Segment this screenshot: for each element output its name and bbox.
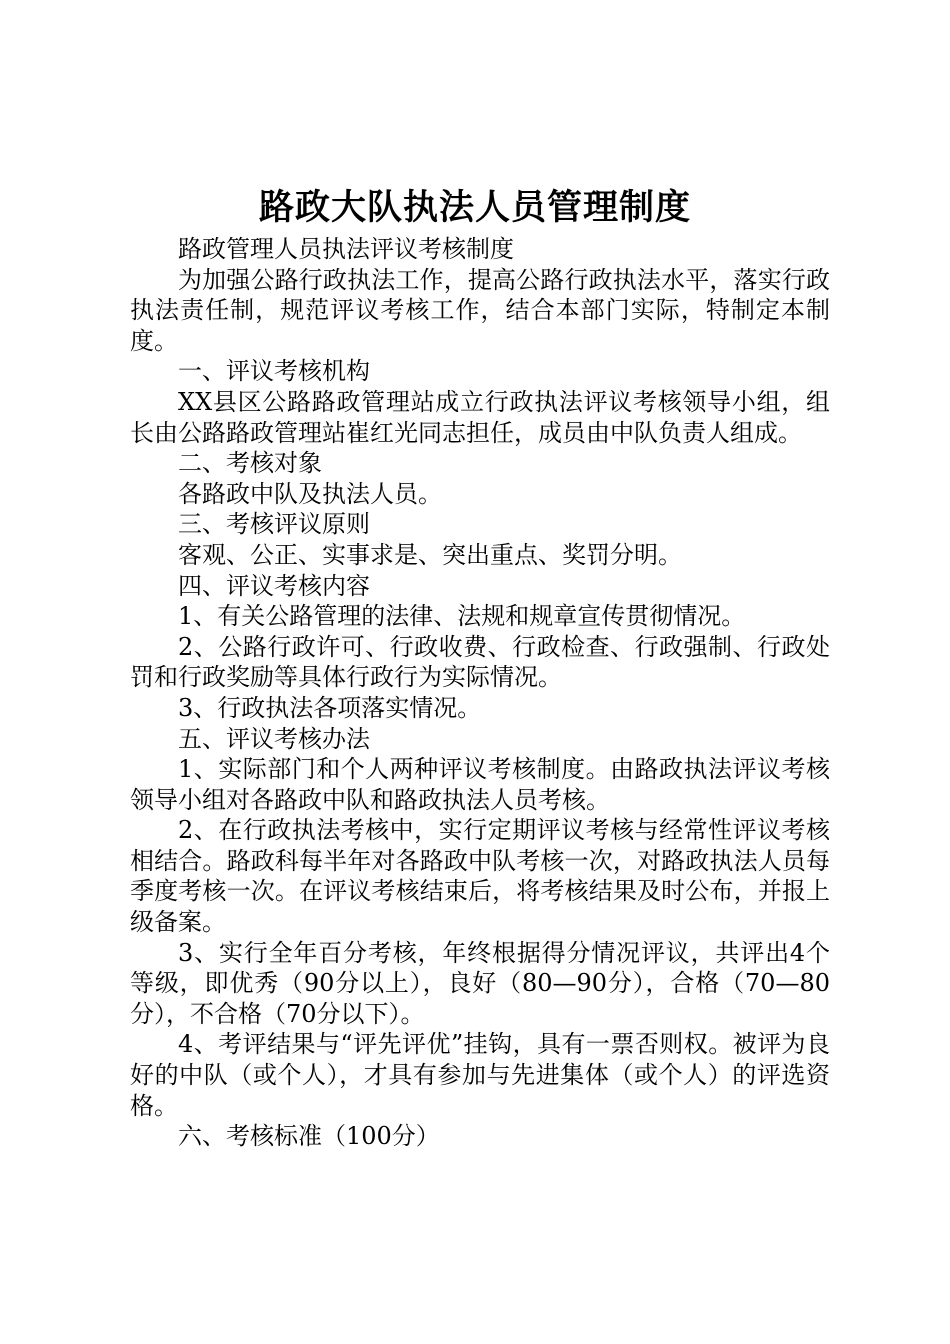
- paragraph-intro: 为加强公路行政执法工作，提高公路行政执法水平，落实行政执法责任制，规范评议考核工作，结合本部门实际，特制定本制度。: [130, 265, 830, 355]
- paragraph-organization: XX县区公路路政管理站成立行政执法评议考核领导小组，组长由公路路政管理站崔红光同志担任，成员由中队负责人组成。: [130, 387, 830, 447]
- list-item-method-1: 1、实际部门和个人两种评议考核制度。由路政执法评议考核领导小组对各路政中队和路政执法人员考核。: [130, 755, 830, 814]
- list-item-content-2: 2、公路行政许可、行政收费、行政检查、行政强制、行政处罚和行政奖励等具体行政行为实际情况。: [130, 632, 830, 692]
- section-heading-3: 三、考核评议原则: [178, 510, 370, 539]
- list-item-content-3: 3、行政执法各项落实情况。: [178, 693, 482, 722]
- list-item-content-1: 1、有关公路管理的法律、法规和规章宣传贯彻情况。: [178, 602, 746, 631]
- paragraph-targets: 各路政中队及执法人员。: [178, 479, 442, 508]
- list-item-method-3: 3、实行全年百分考核，年终根据得分情况评议，共评出4个等级，即优秀（90分以上），良好（80—90分），合格（70—80分），不合格（70分以下）。: [130, 938, 830, 1028]
- list-item-method-4: 4、考评结果与“评先评优”挂钩，具有一票否则权。被评为良好的中队（或个人），才具有参加与先进集体（或个人）的评选资格。: [130, 1030, 830, 1120]
- document-title: 路政大队执法人员管理制度: [258, 187, 691, 228]
- list-item-method-2: 2、在行政执法考核中，实行定期评议考核与经常性评议考核相结合。路政科每半年对各路政中队考核一次，对路政执法人员每季度考核一次。在评议考核结束后，将考核结果及时公布，并报上级备案。: [130, 816, 830, 937]
- section-heading-4: 四、评议考核内容: [178, 571, 370, 600]
- section-heading-6: 六、考核标准（100分）: [178, 1122, 440, 1151]
- document-body: [130, 234, 830, 1152]
- section-heading-2: 二、考核对象: [178, 449, 322, 478]
- section-heading-5: 五、评议考核办法: [178, 724, 370, 753]
- paragraph-principles: 客观、公正、实事求是、突出重点、奖罚分明。: [178, 540, 682, 569]
- section-heading-1: 一、评议考核机构: [178, 357, 370, 386]
- paragraph-subtitle: 路政管理人员执法评议考核制度: [178, 235, 514, 263]
